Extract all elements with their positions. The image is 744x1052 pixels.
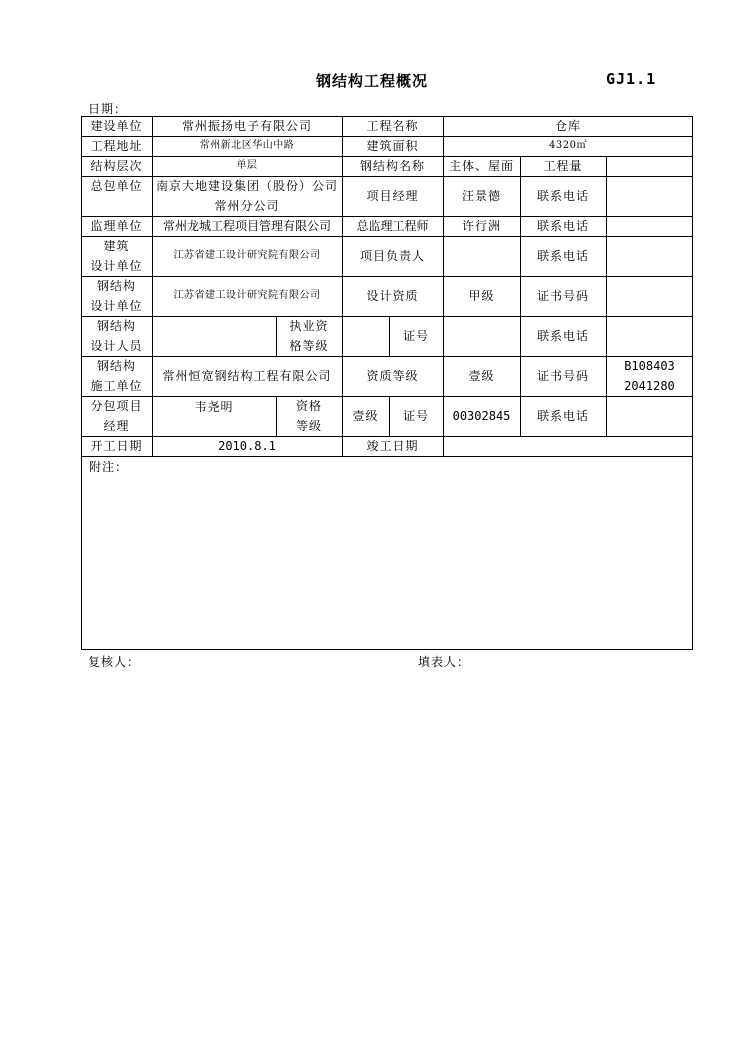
arch-design-label-line2: 设计单位 [90, 259, 143, 273]
project-name-value: 仓库 [554, 119, 581, 133]
arch-phone-label: 联系电话 [536, 249, 589, 263]
sub-cert-label: 证号 [402, 409, 429, 423]
contractor-cert-line2: 2041280 [624, 379, 675, 393]
filler-label: 填表人： [418, 655, 471, 669]
quantity-label: 工程量 [543, 159, 583, 173]
end-date-label: 竣工日期 [366, 439, 419, 453]
steel-contractor-label [81, 356, 152, 396]
chief-supervisor-label: 总监理工程师 [356, 219, 429, 233]
contractor-cert-line1: B108403 [624, 359, 675, 373]
arch-design-label [81, 236, 152, 276]
license-grade-label-line1: 执业资 [289, 319, 329, 333]
sub-manager-label [81, 396, 152, 436]
date-label: 日期： [88, 102, 128, 116]
design-qual-value: 甲级 [468, 289, 495, 303]
address-label: 工程地址 [90, 139, 143, 153]
gc-phone-label: 联系电话 [536, 189, 589, 203]
pm-label: 项目经理 [366, 189, 419, 203]
build-unit-label: 建设单位 [90, 119, 143, 133]
sub-cert-value: 00302845 [452, 409, 511, 423]
steel-name-value: 主体、屋面 [448, 159, 514, 173]
sub-qual-label [276, 396, 342, 436]
project-lead-label: 项目负责人 [359, 249, 425, 263]
gc-label: 总包单位 [90, 179, 143, 193]
form-code: GJ1.1 [606, 70, 657, 88]
contractor-cert-label: 证书号码 [536, 369, 589, 383]
steel-design-value: 江苏省建工设计研究院有限公司 [173, 290, 321, 301]
area-value: 4320㎡ [549, 140, 587, 151]
remark-label: 附注： [89, 460, 129, 474]
designer-phone-label: 联系电话 [536, 329, 589, 343]
quantity-value [606, 156, 693, 176]
start-date-value: 2010.8.1 [218, 439, 276, 453]
contractor-qual-value: 壹级 [468, 369, 495, 383]
steel-contractor-label-line2: 施工单位 [90, 379, 143, 393]
steel-design-label-line2: 设计单位 [90, 299, 143, 313]
steel-designer-label [81, 316, 152, 356]
start-date-label: 开工日期 [90, 439, 143, 453]
overview-table [81, 116, 693, 650]
design-qual-label: 设计资质 [366, 289, 419, 303]
steel-design-label [81, 276, 152, 316]
sub-qual-label-line1: 资格 [295, 399, 322, 413]
project-name-label: 工程名称 [366, 119, 419, 133]
sub-manager-value: 韦尧明 [194, 400, 234, 414]
designer-cert-label: 证号 [402, 329, 429, 343]
steel-designer-label-line2: 设计人员 [90, 339, 143, 353]
supervision-phone-label: 联系电话 [536, 219, 589, 233]
gc-line2: 常州分公司 [214, 199, 280, 213]
supervision-label: 监理单位 [90, 219, 143, 233]
license-grade-label [276, 316, 342, 356]
supervision-value: 常州龙城工程项目管理有限公司 [162, 219, 331, 233]
pm-value: 汪景德 [461, 189, 501, 203]
gc-value [152, 176, 342, 216]
form-title: 钢结构工程概况 [315, 72, 428, 90]
floors-label: 结构层次 [90, 159, 143, 173]
sub-manager-label-line1: 分包项目 [90, 399, 143, 413]
design-cert-label: 证书号码 [536, 289, 589, 303]
steel-name-label: 钢结构名称 [359, 159, 425, 173]
floors-value: 单层 [236, 160, 258, 171]
contractor-cert-value [606, 356, 693, 396]
sub-qual-label-line2: 等级 [295, 419, 322, 433]
sub-manager-label-line2: 经理 [103, 419, 130, 433]
sub-qual-value: 壹级 [352, 409, 379, 423]
steel-contractor-label-line1: 钢结构 [96, 359, 136, 373]
reviewer-label: 复核人： [88, 655, 141, 669]
arch-design-value: 江苏省建工设计研究院有限公司 [173, 250, 321, 261]
arch-design-label-line1: 建筑 [103, 239, 130, 253]
steel-designer-label-line1: 钢结构 [96, 319, 136, 333]
steel-contractor-value: 常州恒宽钢结构工程有限公司 [162, 369, 332, 383]
contractor-qual-label: 资质等级 [366, 369, 419, 383]
chief-supervisor-value: 许行洲 [461, 219, 501, 233]
address-value: 常州新北区华山中路 [199, 140, 295, 151]
build-unit-value: 常州振扬电子有限公司 [181, 119, 312, 133]
gc-line1: 南京大地建设集团（股份）公司 [155, 179, 338, 193]
license-grade-label-line2: 格等级 [289, 339, 329, 353]
area-label: 建筑面积 [366, 139, 419, 153]
steel-design-label-line1: 钢结构 [96, 279, 136, 293]
sub-phone-label: 联系电话 [536, 409, 589, 423]
